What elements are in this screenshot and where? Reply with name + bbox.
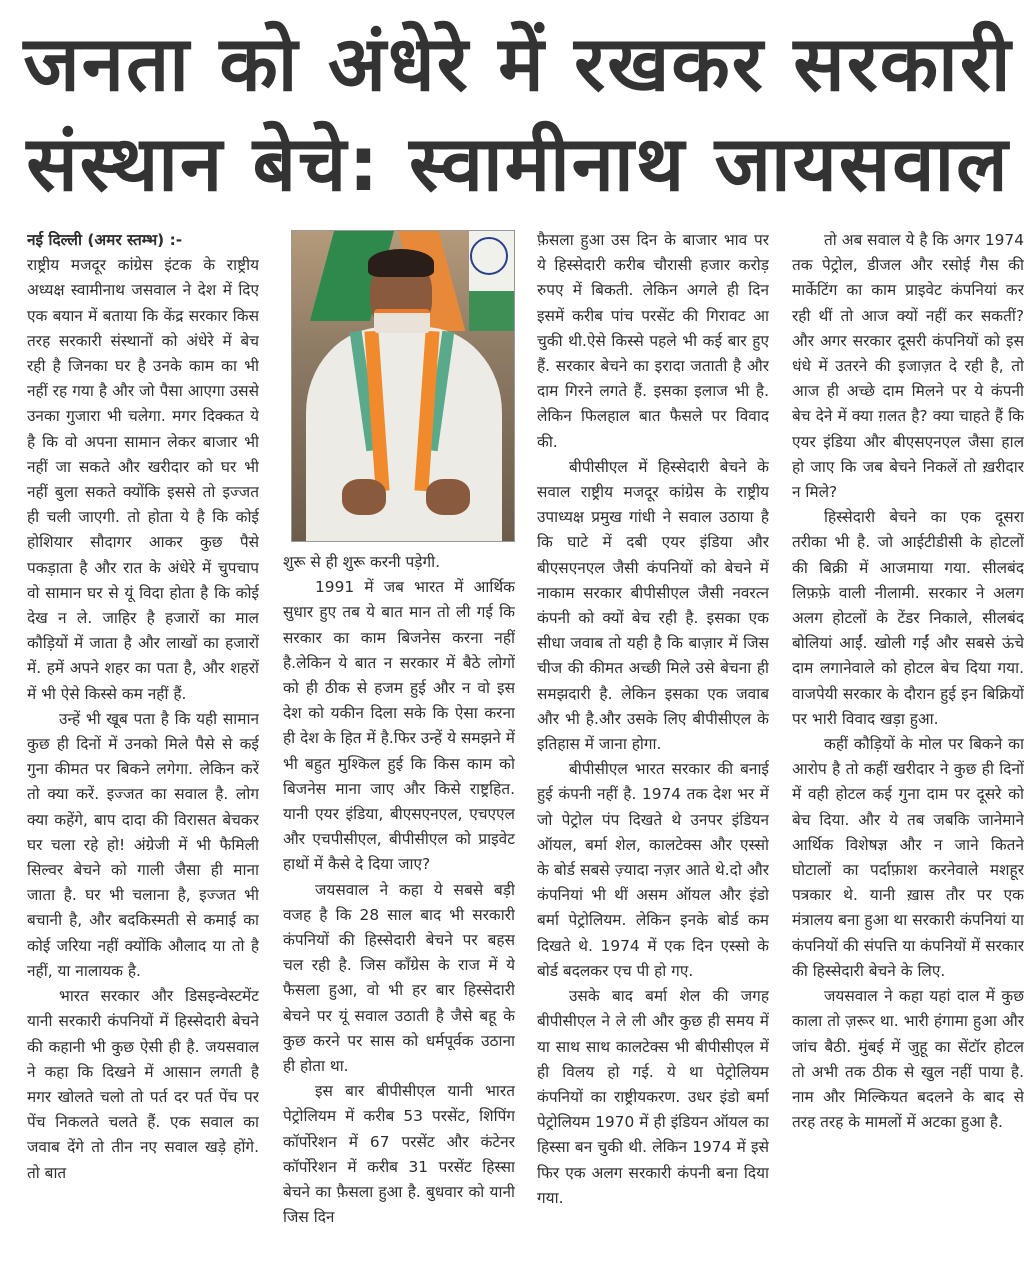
paragraph: शुरू से ही शुरू करनी पड़ेगी. [283, 553, 441, 571]
article-column-2 [283, 228, 515, 1278]
paragraph: उन्हें भी खूब पता है कि यही सामान कुछ ही दिनों में उनको मिले पैसे से कई गुना कीमत पर बिकने लगेगा. लेकिन करें तो क्या करें. इज्जत का सवाल है. लोग क्या कहेंगे, बाप दादा की विरासत बेचकर घर चला रहे हो! अंग्रेजी में भी फैमिली सिल्वर बेचने को गाली जैसा ही माना जाता है. घर भी चलाना है, इज्जत भी बचानी है, और बदकिस्मती से कमाई का कोई जरिया नहीं क्योंकि औलाद या तो है नहीं, या नालायक है. [27, 709, 259, 980]
dateline: नई दिल्ली (अमर स्तम्भ) :- [27, 231, 183, 249]
person-body [306, 327, 502, 541]
paragraph-text: राष्ट्रीय मजदूर कांग्रेस इंटक के राष्ट्रीय अध्यक्ष स्वामीनाथ जसवाल ने देश में दिए एक बयान में बताया कि केंद्र सरकार किस तरह सरकारी संस्थानों को अंधेरे में बेच रही है जिनका घर है उनके काम का भी नहीं रह गया है और जो पैसा आएगा उससे उनका गुजारा भी चलेगा. मगर दिक्कत ये है कि वो अपना सामान लेकर बाजार भी नहीं जा सकते और खरीदार को घर भी नहीं बुला सकते क्योंकि इससे तो इज्जत ही चली जाएगी. तो होता ये है कि कोई होशियार सौदागर आकर कुछ पैसे पकड़ाता है और रात के अंधेरे में चुपचाप वो सामान घर से यूं विदा होता है कि कोई देख न ले. जाहिर है हजारों का माल कौड़ियों में जाता है और लाखों का हजारों में. हमें अपने शहर का पता है, और शहरों में भी ऐसे किस्से कम नहीं हैं. [27, 256, 259, 703]
paragraph [27, 228, 259, 707]
paragraph: जयसवाल ने कहा ये सबसे बड़ी वजह है कि 28 साल बाद भी सरकारी कंपनियों की हिस्सेदारी बेचने पर बहस चल रही है. जिस कॉंग्रेस के राज में ये फैसला हुआ, वो भी हर बार हिस्सेदारी बेचने पर यूं सवाल उठाती है जैसे बहू के कुछ करने पर सास को धर्मपूर्वक उठाना ही होता था. [283, 880, 515, 1076]
ashoka-chakra-icon [470, 237, 508, 275]
article-column-1 [27, 228, 259, 1278]
paragraph: फ़ैसला हुआ उस दिन के बाजार भाव पर ये हिस्सेदारी करीब चौरासी हजार करोड़ रुपए में बिकती. लेकिन अगले ही दिन इसमें करीब पांच परसेंट की गिरावट आ चुकी थी.ऐसे किस्से पहले भी कई बार हुए हैं. सरकार बेचने का इरादा जताती है और दाम गिरने लगते हैं. इसका इलाज भी है. लेकिन फिलहाल बात फैसले पर विवाद की. [537, 231, 769, 451]
flag-decoration [469, 291, 514, 331]
paragraph: भारत सरकार और डिसइन्वेस्टमेंट यानी सरकारी कंपनियों में हिस्सेदारी बेचने की कहानी भी कुछ ऐसी ही है. जयसवाल ने कहा कि दिखने में आसान लगती है मगर खोलते चलो तो पर्त दर पर्त पेंच पर पेंच निकलते चलते हैं. एक सवाल का जवाब देंगे तो तीन नए सवाल खड़े होंगे. तो बात [27, 987, 259, 1182]
paragraph: बीपीसीएल में हिस्सेदारी बेचने के सवाल राष्ट्रीय मजदूर कांग्रेस के राष्ट्रीय उपाध्यक्ष प्रमुख गांधी ने सवाल उठाया है कि घाटे में दबी एयर इंडिया और बीएसएनएल जैसी कंपनियों को बेचने में नाकाम सरकार बीपीसीएल जैसी नवरत्न कंपनी को क्यों बेच रही है. इसका एक सीधा जवाब तो यही है कि बाज़ार में जिस चीज की कीमत अच्छी मिले उसे बेचना ही समझदारी है. लेकिन इसका एक जवाब और भी है.और उसके लिए बीपीसीएल के इतिहास में जाना होगा. [537, 457, 769, 754]
article-column-3 [537, 228, 769, 1278]
paragraph: 1991 में जब भारत में आर्थिक सुधार हुए तब ये बात मान तो ली गई कि सरकार का काम बिजनेस करना नहीं है.लेकिन ये बात न सरकार में बैठे लोगों को ही ठीक से हजम हुई और न वो इस देश को यकीन दिला सके कि ऐसा करना ही देश के हित में है.फिर उन्हें ये समझने में भी बहुत मुश्किल हुई कि किस काम को बिजनेस माना जाए और किसे राष्ट्रहित. यानी एयर इंडिया, बीएसएनएल, एचएएल और एचपीसीएल, बीपीसीएल को प्राइवेट हाथों में कैसे दे दिया जाए? [283, 578, 515, 874]
paragraph: इस बार बीपीसीएल यानी भारत पेट्रोलियम में करीब 53 परसेंट, शिपिंग कॉर्पोरेशन में 67 परसेंट और कंटेनर कॉर्पोरेशन में करीब 31 परसेंट हिस्सा बेचने का फ़ैसला हुआ है. बुधवार को यानी जिस दिन [283, 1082, 515, 1227]
person-hair [368, 249, 434, 277]
headline [0, 0, 1036, 220]
paragraph: जयसवाल ने कहा यहां दाल में कुछ काला तो ज़रूर था. भारी हंगामा हुआ और जांच बैठी. मुंबई में जुहू का सेंटॉर होटल तो अभी तक ठीक से खुल नहीं पाया है. नाम और मिल्कियत बदलने के बाद से तरह तरह के मामलों में अटका हुआ है. [792, 987, 1024, 1132]
headline-line-2: संस्थान बेचे: स्वामीनाथ जायसवाल [26, 119, 1010, 208]
article-column-4 [792, 228, 1024, 1278]
paragraph: बीपीसीएल भारत सरकार की बनाई हुई कंपनी नहीं है. 1974 तक देश भर में जो पेट्रोल पंप दिखते थे उनपर इंडियन ऑयल, बर्मा शेल, कालटेक्स और एस्सो के बोर्ड सबसे ज़्यादा नज़र आते थे.दो और कंपनियां भी थीं असम ऑयल और इंडो बर्मा पेट्रोलियम. लेकिन इनके बोर्ड कम दिखते थे. 1974 में एक दिन एस्सो के बोर्ड बदलकर एच पी हो गए. [537, 760, 769, 980]
paragraph: उसके बाद बर्मा शेल की जगह बीपीसीएल ने ले ली और कुछ ही समय में या साथ साथ कालटेक्स भी बीपीसीएल में ही विलय हो गई. ये था पेट्रोलियम कंपनियों का राष्ट्रीयकरण. उधर इंडो बर्मा पेट्रोलियम 1970 में ही इंडियन ऑयल का हिस्सा बन चुकी थी. लेकिन 1974 में इसे फिर एक अलग सरकारी कंपनी बना दिया गया. [537, 987, 769, 1207]
face-mask [374, 309, 430, 333]
paragraph: तो अब सवाल ये है कि अगर 1974 तक पेट्रोल, डीजल और रसोई गैस की मार्केटिंग का काम प्राइवेट कंपनियां कर रही थीं तो आज क्यों नहीं कर सकतीं? और अगर सरकार दूसरी कंपनियों को इस धंधे में उतरने की इजाज़त दे रही है, तो आज ही अच्छे दाम मिलने पर ये कंपनी बेच देने में क्या ग़लत है? क्या चाहते हैं कि एयर इंडिया और बीएसएनएल जैसा हाल हो जाए कि जब बेचने निकलें तो ख़रीदार न मिले? [792, 231, 1024, 502]
paragraph: कहीं कौड़ियों के मोल पर बिकने का आरोप है तो कहीं खरीदार ने कुछ ही दिनों में वही होटल कई गुना दाम पर दूसरे को बेच दिया. और ये तब जबकि जानेमाने आर्थिक विशेषज्ञ और न जाने कितने घोटालों का पर्दाफ़ाश करनेवाले मशहूर पत्रकार थे. यानी ख़ास तौर पर एक मंत्रालय बना हुआ था सरकारी कंपनियां या कंपनियों की संपत्ति या कंपनियों में सरकार की हिस्सेदारी बेचने के लिए. [792, 735, 1024, 980]
headline-line-1: जनता को अंधेरे में रखकर सरकारी [23, 19, 1013, 108]
person-hand [342, 479, 386, 515]
person-hand [426, 479, 470, 515]
paragraph: हिस्सेदारी बेचने का एक दूसरा तरीका भी है. जो आईटीडीसी के होटलों की बिक्री में आजमाया गया. सीलबंद लिफ़फ़े वाली नीलामी. सरकार ने अलग अलग होटलों के टेंडर निकाले, सीलबंद बोलियां आईं. खोली गईं और सबसे ऊंचे दाम लगानेवाले को होटल बेच दिया गया. वाजपेयी सरकार के दौरान हुई इन बिक्रियों पर भारी विवाद खड़ा हुआ. [792, 508, 1024, 728]
portrait-photo [291, 230, 515, 542]
